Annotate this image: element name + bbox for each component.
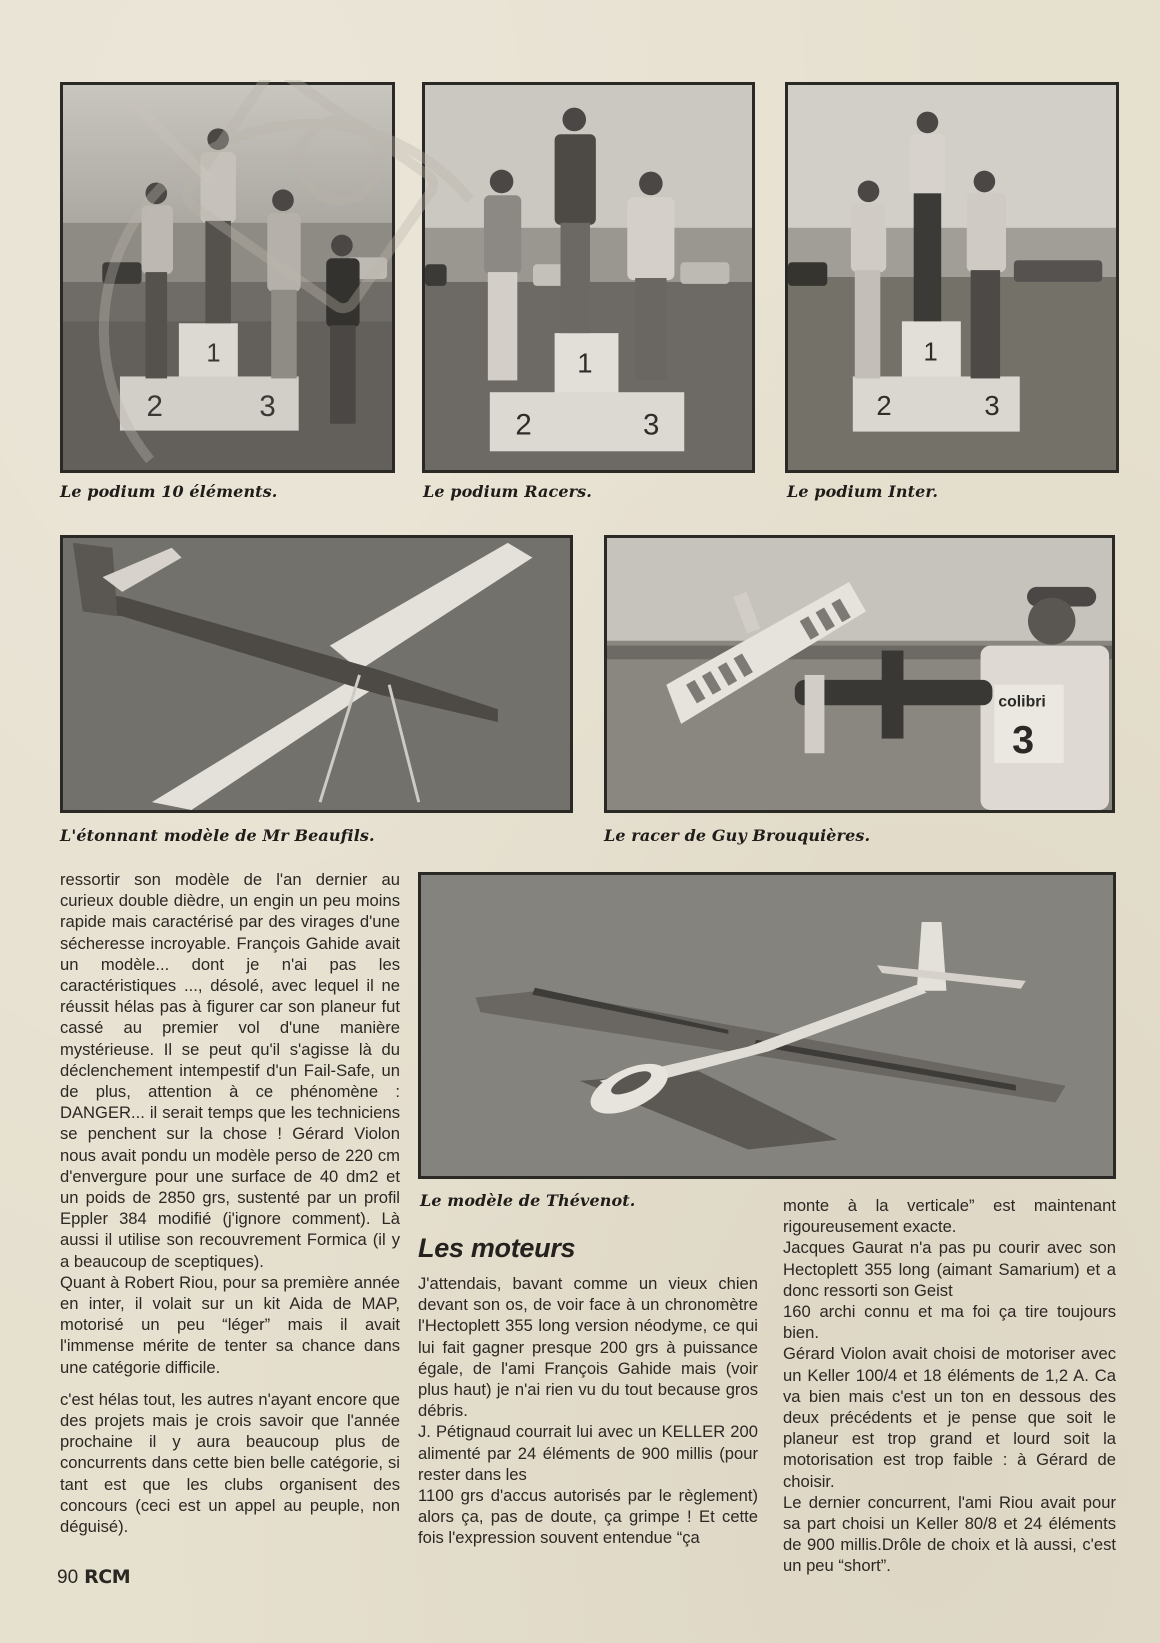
paragraph: Quant à Robert Riou, pour sa première année en inter, il volait sur un kit Aida de MAP, motorisé un peu “léger” mais il avait l'immense mérite de tenter sa chance dans une catégorie difficile.	[60, 1272, 400, 1377]
brouquieres-racer-image	[607, 538, 1112, 810]
caption-podium-racers: Le podium Racers.	[423, 482, 592, 501]
podium-label-3: 3	[984, 389, 1000, 421]
paragraph: 1100 grs d'accus autorisés par le règlement) alors ça, pas de doute, ça grimpe ! Et cette fois l'expression souvent entendue “ça	[418, 1486, 758, 1548]
podium-10-image	[63, 85, 392, 470]
bib-sponsor: colibri	[998, 693, 1046, 711]
caption-podium-10-elements: Le podium 10 éléments.	[60, 482, 278, 501]
article-column-3	[783, 1195, 1116, 1577]
page-folio	[57, 1566, 130, 1589]
photo-podium-racers	[422, 82, 755, 473]
magazine-logo: RCM	[84, 1566, 131, 1588]
podium-label-2: 2	[146, 389, 163, 423]
paragraph: Le dernier concurrent, l'ami Riou avait pour sa part choisi un Keller 80/8 et 24 éléments de 900 millis.Drôle de choix et là aussi, c'est un peu “short”.	[783, 1492, 1116, 1576]
caption-beaufils-model: L'étonnant modèle de Mr Beaufils.	[60, 826, 375, 845]
paragraph: J'attendais, bavant comme un vieux chien devant son os, de voir face à un chronomètre l'Hectoplett 355 long version néodyme, ce qui lui fait gagner presque 200 grs à puissance égale, de l'ami François Gahide mais (voir plus haut) je n'ai rien vu du tout because gros débris.	[418, 1274, 758, 1421]
page-number: 90	[57, 1567, 79, 1588]
photo-thevenot-model	[418, 872, 1116, 1179]
paragraph: 160 archi connu et ma foi ça tire toujours bien.	[783, 1302, 1116, 1343]
paragraph: monte à la verticale” est maintenant rigoureusement exacte.	[783, 1196, 1116, 1237]
podium-inter-image	[788, 85, 1116, 470]
article-column-2	[418, 1273, 758, 1549]
paragraph: ressortir son modèle de l'an dernier au curieux double dièdre, un engin un peu moins rapide mais caractérisé par des virages d'une sécheresse incroyable. François Gahide avait un modèle... dont je n'ai pas les caractéristiques ..., désolé, avec lequel il ne réussit hélas pas à figurer car son planeur fut cassé au premier vol d'une manière mystérieuse. Il se peut qu'il s'agisse là du déclenchement intempestif d'un Fail-Safe, un de plus, attention à ce phénomène : DANGER... il serait temps que les techniciens se penchent sur la chose ! Gérard Violon nous avait pondu un modèle perso de 220 cm d'envergure pour une surface de 40 dm2 et un poids de 2850 grs, sustenté par un profil Eppler 384 modifié (j'ignore comment). Là aussi il utilise son recouvrement Formica (il y a beaucoup de sceptiques).	[60, 870, 400, 1271]
thevenot-model-image	[421, 875, 1113, 1176]
paragraph: J. Pétignaud courrait lui avec un KELLER 200 alimenté par 24 éléments de 900 millis (pour rester dans les	[418, 1422, 758, 1484]
bib-number: 3	[1012, 718, 1035, 763]
podium-label-3: 3	[643, 408, 660, 442]
photo-brouquieres-racer	[604, 535, 1115, 813]
beaufils-model-image	[63, 538, 570, 810]
podium-label-2: 2	[515, 408, 532, 442]
paragraph: Jacques Gaurat n'a pas pu courir avec son Hectoplett 355 long (aimant Samarium) et a donc ressorti son Geist	[783, 1238, 1116, 1300]
photo-podium-inter	[785, 82, 1119, 473]
article-column-1	[60, 869, 400, 1537]
photo-beaufils-model	[60, 535, 573, 813]
caption-brouquieres-racer: Le racer de Guy Brouquières.	[604, 826, 871, 845]
caption-thevenot-model: Le modèle de Thévenot.	[420, 1191, 636, 1210]
paragraph: Gérard Violon avait choisi de motoriser avec un Keller 100/4 et 18 éléments de 1,2 A. Ca va bien mais c'est un ton en dessous des deux précédents et je pense que soit le planeur est trop grand et lourd soit la motorisation est trop faible : à Gérard de choisir.	[783, 1344, 1116, 1491]
caption-podium-inter: Le podium Inter.	[787, 482, 939, 501]
podium-label-1: 1	[923, 338, 938, 367]
section-heading-les-moteurs: Les moteurs	[418, 1233, 576, 1263]
podium-racers-image	[425, 85, 752, 470]
photo-podium-10-elements	[60, 82, 395, 473]
podium-label-3: 3	[259, 389, 276, 423]
podium-label-2: 2	[876, 389, 892, 421]
podium-label-1: 1	[577, 347, 593, 379]
paragraph: c'est hélas tout, les autres n'ayant encore que des projets mais je crois savoir que l'année prochaine il y aura beaucoup plus de concurrents dans cette bien belle catégorie, si tant est que les clubs organisent des concours (ceci est un appel au peuple, non déguisé).	[60, 1389, 400, 1537]
podium-label-1: 1	[206, 339, 221, 368]
